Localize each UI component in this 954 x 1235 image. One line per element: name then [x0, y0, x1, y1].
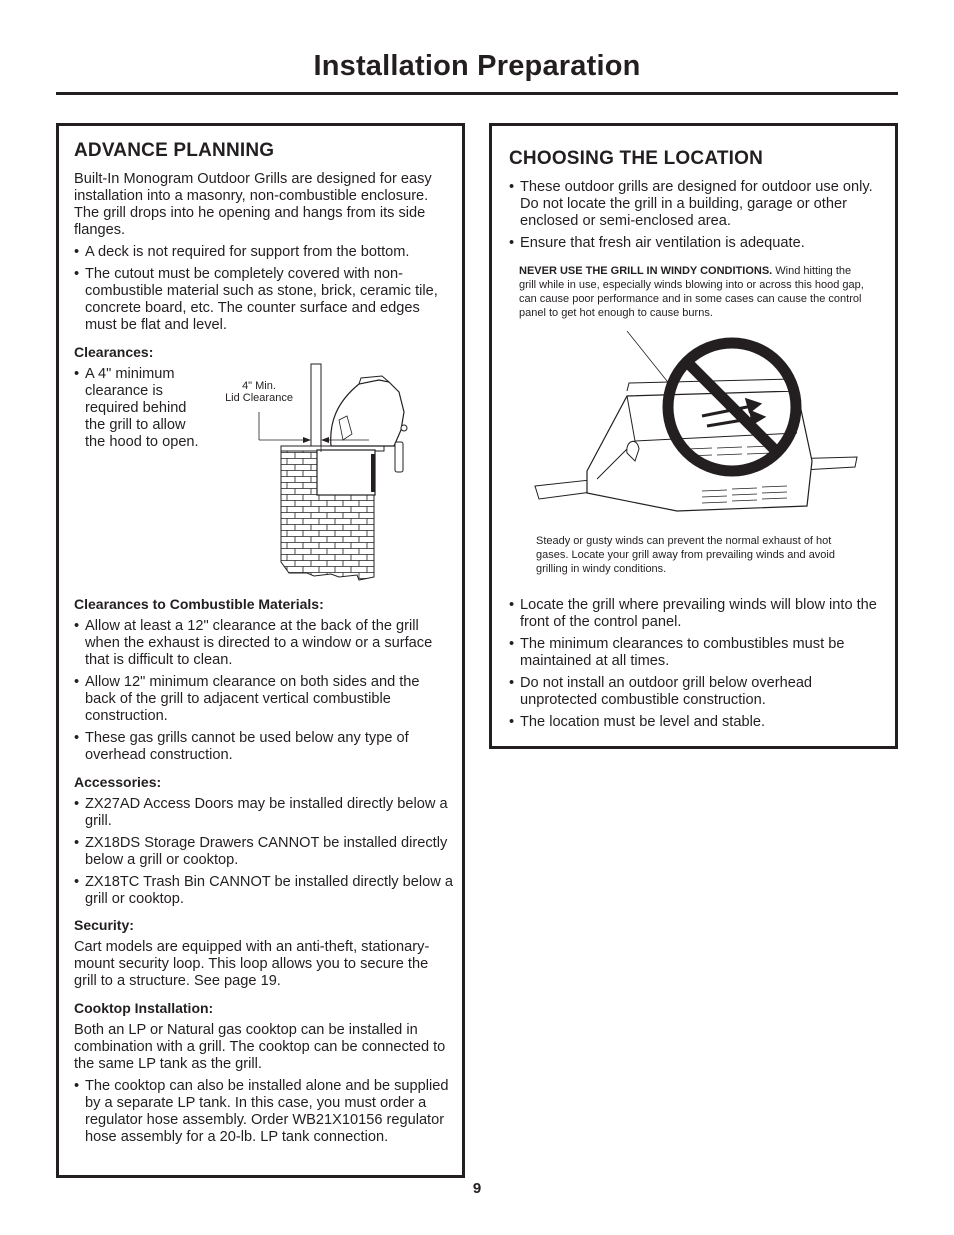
- advance-planning-intro: Built-In Monogram Outdoor Grills are designed for easy installation into a masonry, non-combustible enclosure. The grill drops into he opening and hangs from its side flanges.: [74, 171, 432, 238]
- list-item: • A deck is not required for support from the bottom.: [74, 244, 454, 261]
- list-item: • Do not install an outdoor grill below overhead unprotected combustible construction.: [509, 675, 881, 709]
- advance-planning-bullets: [74, 244, 454, 334]
- list-item: • Allow at least a 12" clearance at the back of the grill when the exhaust is directed to a window or a surface that is difficult to clean.: [74, 618, 454, 669]
- security-heading: Security:: [74, 917, 134, 933]
- wind-warning: [519, 264, 864, 320]
- page-title: Installation Preparation: [313, 50, 641, 82]
- title-rule: [56, 92, 898, 95]
- advance-planning-panel: [56, 123, 465, 1178]
- clearance-diagram: [219, 362, 449, 582]
- wind-caption: Steady or gusty winds can prevent the normal exhaust of hot gases. Locate your grill away from prevailing winds and avoid grilling in windy conditions.: [536, 535, 835, 575]
- location-bullets-bottom: [509, 597, 881, 731]
- combustible-bullets: [74, 618, 454, 764]
- list-item: • The cooktop can also be installed alone and be supplied by a separate LP tank. In this case, you must order a regulator hose assembly. Order WB21X10156 regulator hose assembly for a 20-lb. LP tank connection.: [74, 1078, 454, 1146]
- list-item: • These outdoor grills are designed for outdoor use only. Do not locate the grill in a building, garage or other enclosed or semi-enclosed area.: [509, 179, 881, 230]
- windy-grill-illustration: [527, 321, 867, 521]
- list-item: • Locate the grill where prevailing winds will blow into the front of the control panel.: [509, 597, 881, 631]
- wind-warning-bold: NEVER USE THE GRILL IN WINDY CONDITIONS.: [519, 265, 773, 277]
- accessories-bullets: [74, 796, 454, 908]
- list-item: • A 4" minimum clearance is required behind the grill to allow the hood to open.: [74, 366, 209, 451]
- security-text: Cart models are equipped with an anti-theft, stationary-mount security loop. This loop allows you to secure the grill to a structure. See page 19.: [74, 939, 430, 989]
- list-item: • ZX18DS Storage Drawers CANNOT be installed directly below a grill or cooktop.: [74, 835, 454, 869]
- list-item: • The cutout must be completely covered with non-combustible material such as stone, brick, ceramic tile, concrete board, etc. The counter surface and edges must be flat and level.: [74, 266, 454, 334]
- clearances-bullets: [74, 366, 209, 451]
- list-item: • ZX18TC Trash Bin CANNOT be installed directly below a grill or cooktop.: [74, 874, 454, 908]
- cooktop-heading: Cooktop Installation:: [74, 1000, 214, 1016]
- choosing-location-panel: [489, 123, 898, 749]
- cooktop-bullets: [74, 1078, 454, 1146]
- no-wind-grill-image: [527, 321, 867, 521]
- list-item: • Ensure that fresh air ventilation is adequate.: [509, 235, 881, 252]
- wind-warning-text: Wind hitting the grill while in use, especially winds blowing into or across this hood gap, can cause poor performance and in some cases can cause the control panel to get hot enough to cause burns.: [519, 265, 864, 319]
- location-bullets-top: [509, 179, 881, 252]
- list-item: • ZX27AD Access Doors may be installed directly below a grill.: [74, 796, 454, 830]
- page-number: 9: [472, 1180, 482, 1197]
- accessories-heading: Accessories:: [74, 774, 162, 790]
- advance-planning-heading: ADVANCE PLANNING: [74, 140, 275, 161]
- choosing-location-heading: CHOOSING THE LOCATION: [509, 148, 764, 169]
- combustible-heading: Clearances to Combustible Materials:: [74, 596, 324, 612]
- diagram-label-min: 4" Min.: [242, 380, 276, 392]
- cooktop-text: Both an LP or Natural gas cooktop can be installed in combination with a grill. The cooktop can be connected to the same LP tank as the grill.: [74, 1022, 446, 1072]
- list-item: • The minimum clearances to combustibles must be maintained at all times.: [509, 636, 881, 670]
- diagram-label-lid: Lid Clearance: [225, 392, 293, 404]
- list-item: • These gas grills cannot be used below any type of overhead construction.: [74, 730, 454, 764]
- list-item: • The location must be level and stable.: [509, 714, 881, 731]
- clearances-heading: Clearances:: [74, 344, 154, 360]
- list-item: • Allow 12" minimum clearance on both sides and the back of the grill to adjacent vertical combustible construction.: [74, 674, 454, 725]
